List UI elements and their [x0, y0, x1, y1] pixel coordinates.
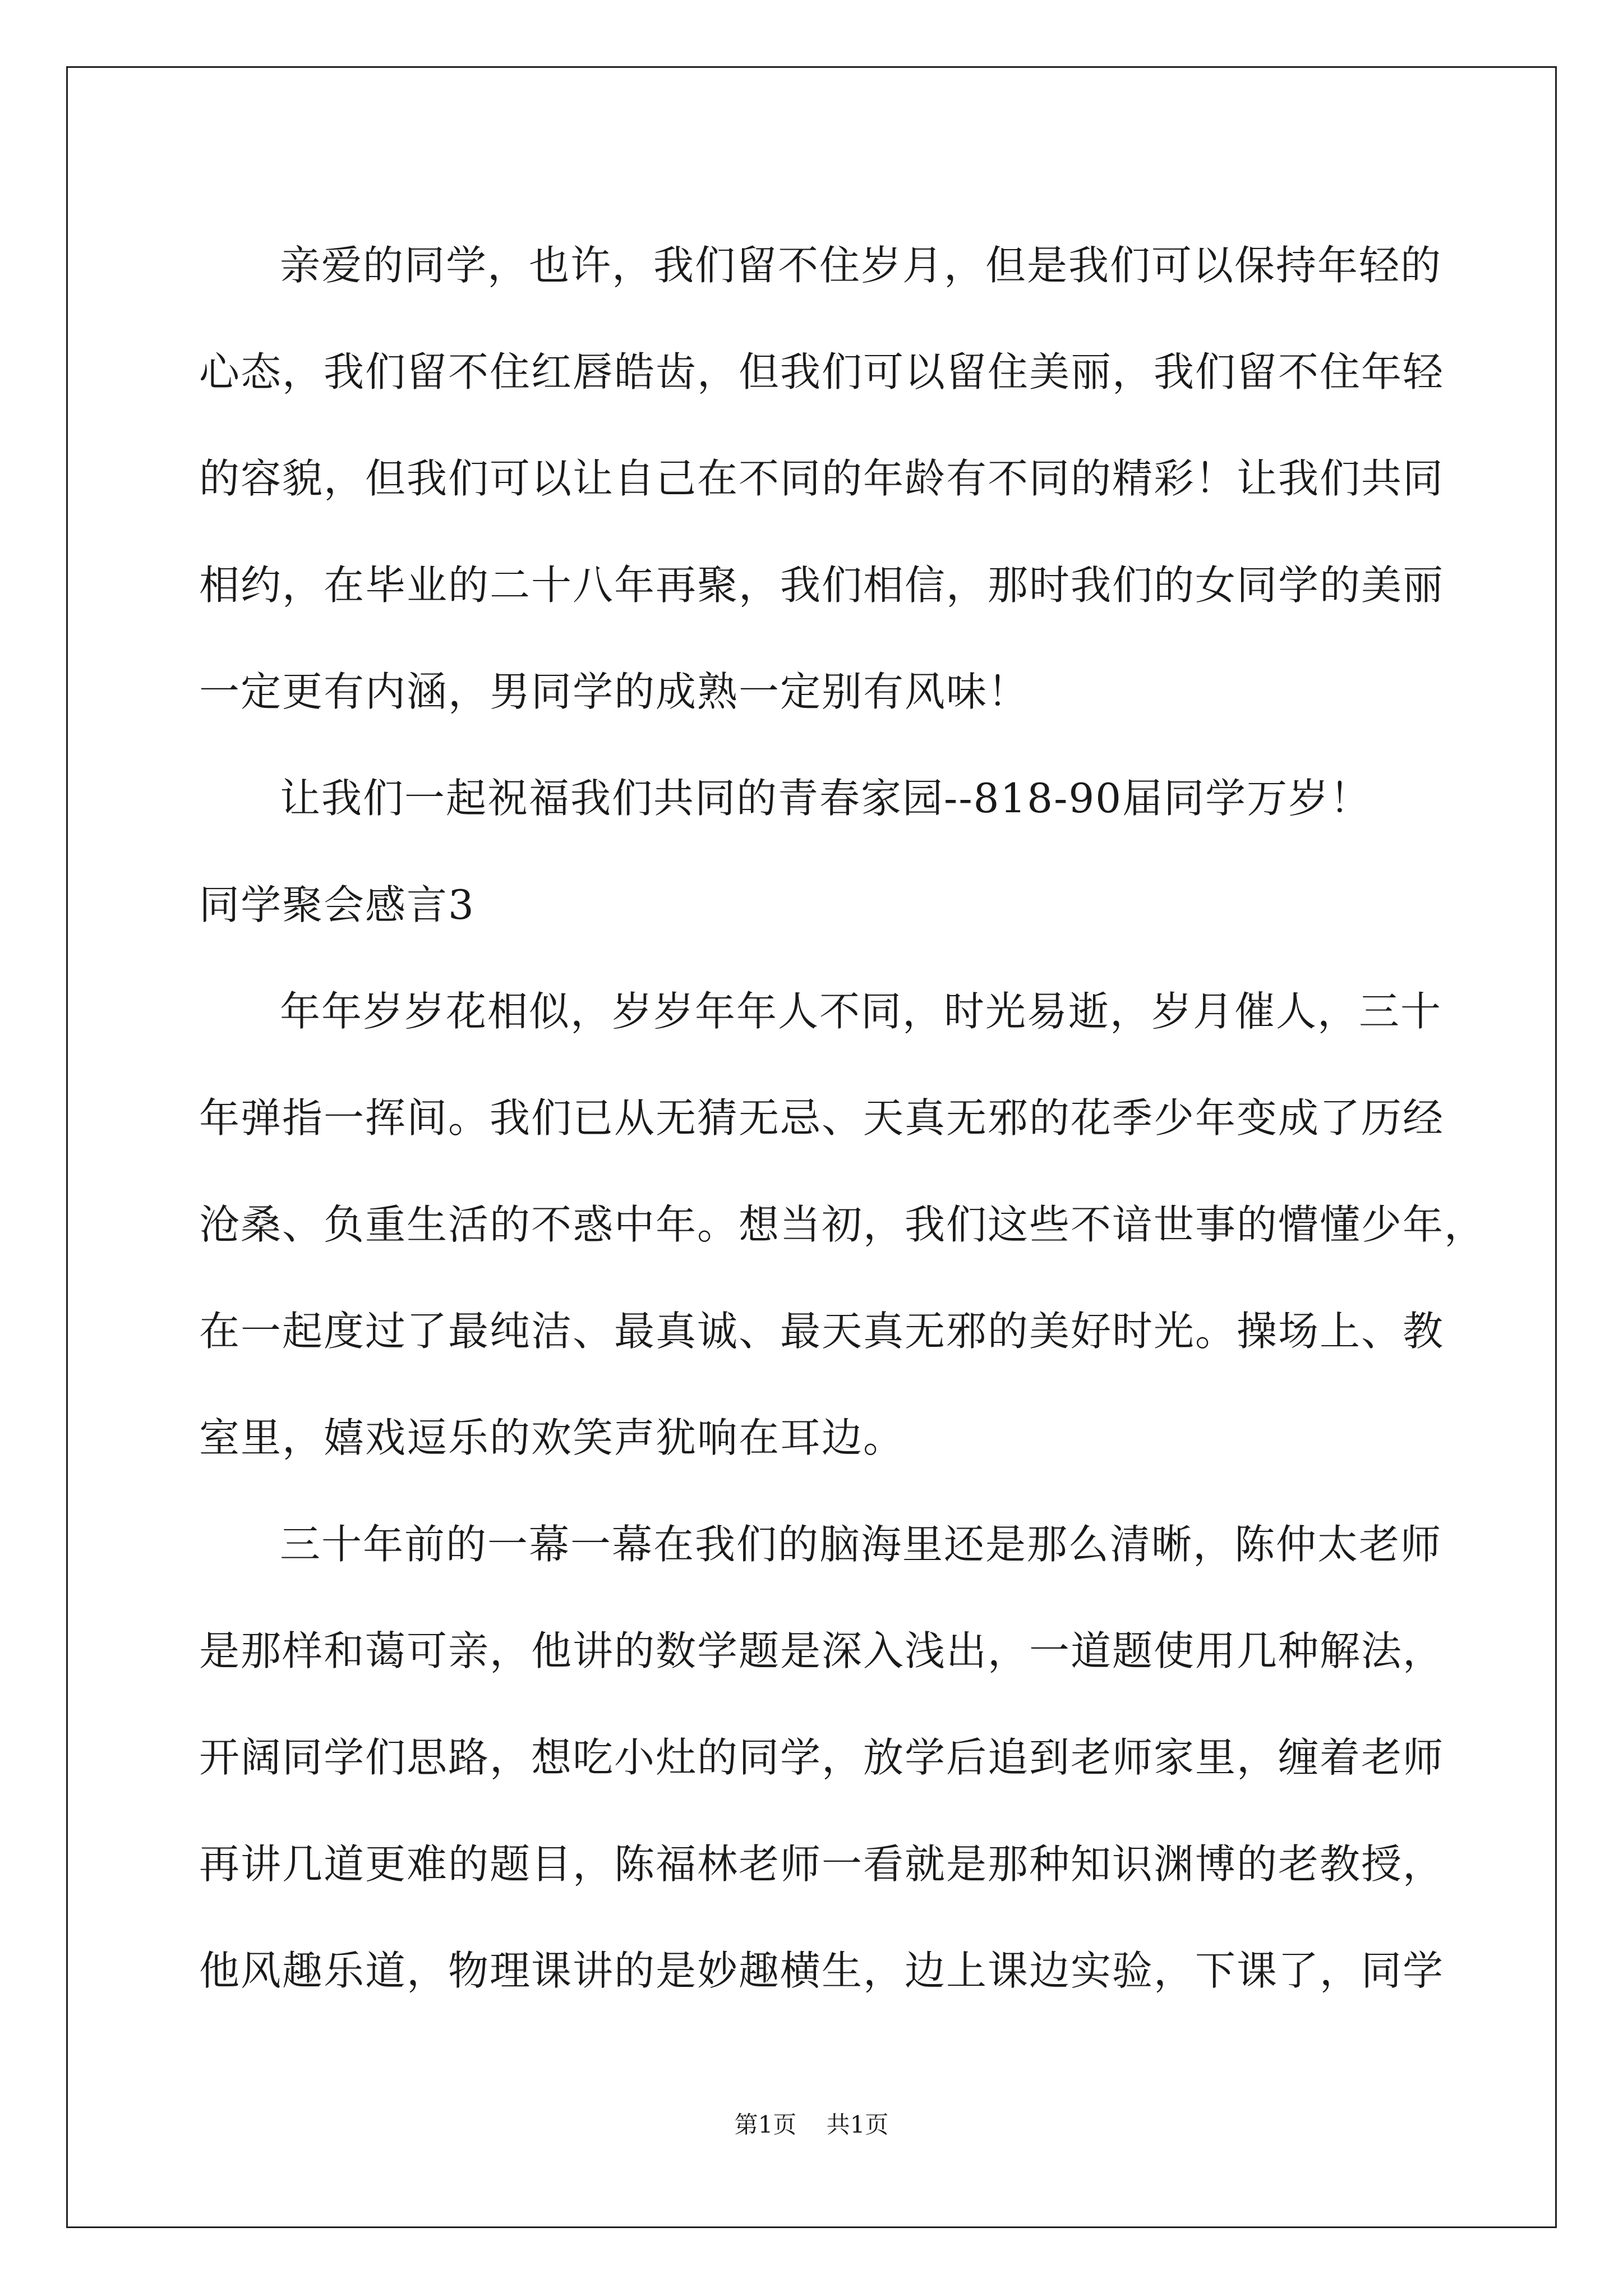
text-line: 年弹指一挥间。我们已从无猜无忌、天真无邪的花季少年变成了历经	[199, 1094, 1445, 1142]
text-line: 开阔同学们思路，想吃小灶的同学，放学后追到老师家里，缠着老师	[199, 1734, 1445, 1781]
text-line: 在一起度过了最纯洁、最真诚、最天真无邪的美好时光。操场上、教	[199, 1308, 1445, 1355]
text-line: 相约，在毕业的二十八年再聚，我们相信，那时我们的女同学的美丽	[199, 562, 1445, 609]
text-line: 沧桑、负重生活的不惑中年。想当初，我们这些不谙世事的懵懂少年，	[199, 1201, 1486, 1248]
text-line: 室里，嬉戏逗乐的欢笑声犹响在耳边。	[199, 1414, 905, 1461]
text-line: 三十年前的一幕一幕在我们的脑海里还是那么清晰，陈仲太老师	[280, 1521, 1442, 1568]
text-line: 亲爱的同学，也许，我们留不住岁月，但是我们可以保持年轻的	[280, 242, 1442, 289]
text-line: 他风趣乐道，物理课讲的是妙趣横生，边上课边实验，下课了，同学	[199, 1947, 1445, 1994]
document-body	[199, 212, 1486, 2024]
text-line: 再讲几道更难的题目，陈福林老师一看就是那种知识渊博的老教授，	[199, 1841, 1445, 1888]
text-line: 心态，我们留不住红唇皓齿，但我们可以留住美丽，我们留不住年轻	[199, 348, 1445, 395]
text-line: 的容貌，但我们可以让自己在不同的年龄有不同的精彩！让我们共同	[199, 455, 1445, 502]
text-line: 年年岁岁花相似，岁岁年年人不同，时光易逝，岁月催人，三十	[280, 988, 1442, 1035]
page-footer	[0, 2106, 1623, 2140]
text-line: 是那样和蔼可亲，他讲的数学题是深入浅出，一道题使用几种解法，	[199, 1627, 1445, 1674]
text-line: 让我们一起祝福我们共同的青春家园--818-90届同学万岁！	[280, 775, 1372, 822]
text-line: 同学聚会感言3	[199, 881, 475, 928]
text-line: 一定更有内涵，男同学的成熟一定别有风味！	[199, 668, 1030, 715]
page-number: 第1页	[734, 2111, 797, 2138]
page-total: 共1页	[826, 2111, 889, 2138]
